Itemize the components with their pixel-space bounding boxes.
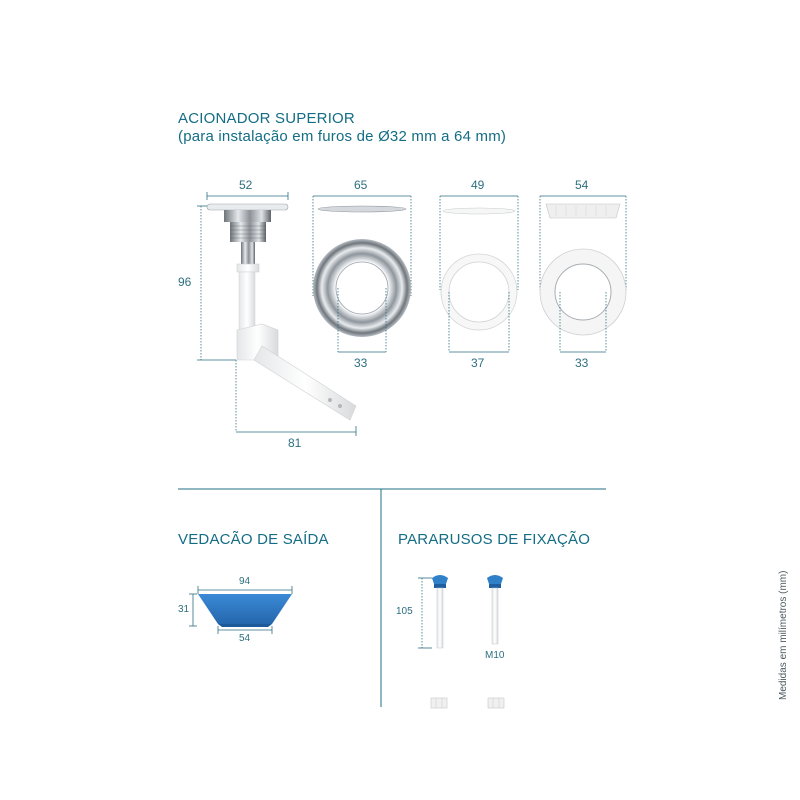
white-thick-ring — [540, 196, 626, 352]
section-title-actuator: ACIONADOR SUPERIOR — [178, 110, 355, 127]
nut-left — [431, 698, 447, 708]
white-thick-ring-outer-label: 54 — [575, 178, 589, 192]
white-thin-ring-outer-label: 49 — [471, 178, 485, 192]
section-subtitle-actuator: (para instalação em furos de Ø32 mm a 64 mm) — [178, 128, 507, 145]
actuator-width-label: 52 — [239, 178, 253, 192]
screws-drawing — [418, 575, 504, 708]
section-title-seal: VEDACÃO DE SAÍDA — [178, 531, 329, 548]
actuator-depth-label: 81 — [288, 436, 302, 450]
units-footnote: Medidas em milímetros (mm) — [778, 570, 789, 700]
screw-left — [432, 575, 448, 648]
white-thin-ring — [440, 196, 518, 352]
seal-top-label: 94 — [239, 576, 251, 587]
screw-thread-label: M10 — [485, 650, 505, 661]
chrome-ring-outer-label: 65 — [354, 178, 368, 192]
screw-length-label: 105 — [396, 606, 413, 617]
seal-height-label: 31 — [178, 604, 190, 615]
seal-drawing — [189, 586, 292, 634]
chrome-ring — [313, 196, 411, 352]
actuator-height-label: 96 — [178, 275, 192, 289]
section-title-screws: PARARUSOS DE FIXAÇÃO — [398, 531, 591, 548]
seal-bottom-label: 54 — [239, 633, 251, 644]
chrome-ring-inner-label: 33 — [354, 356, 368, 370]
white-thin-ring-inner-label: 37 — [471, 356, 485, 370]
white-thick-ring-inner-label: 33 — [575, 356, 589, 370]
screw-right — [487, 575, 503, 644]
nut-right — [488, 698, 504, 708]
